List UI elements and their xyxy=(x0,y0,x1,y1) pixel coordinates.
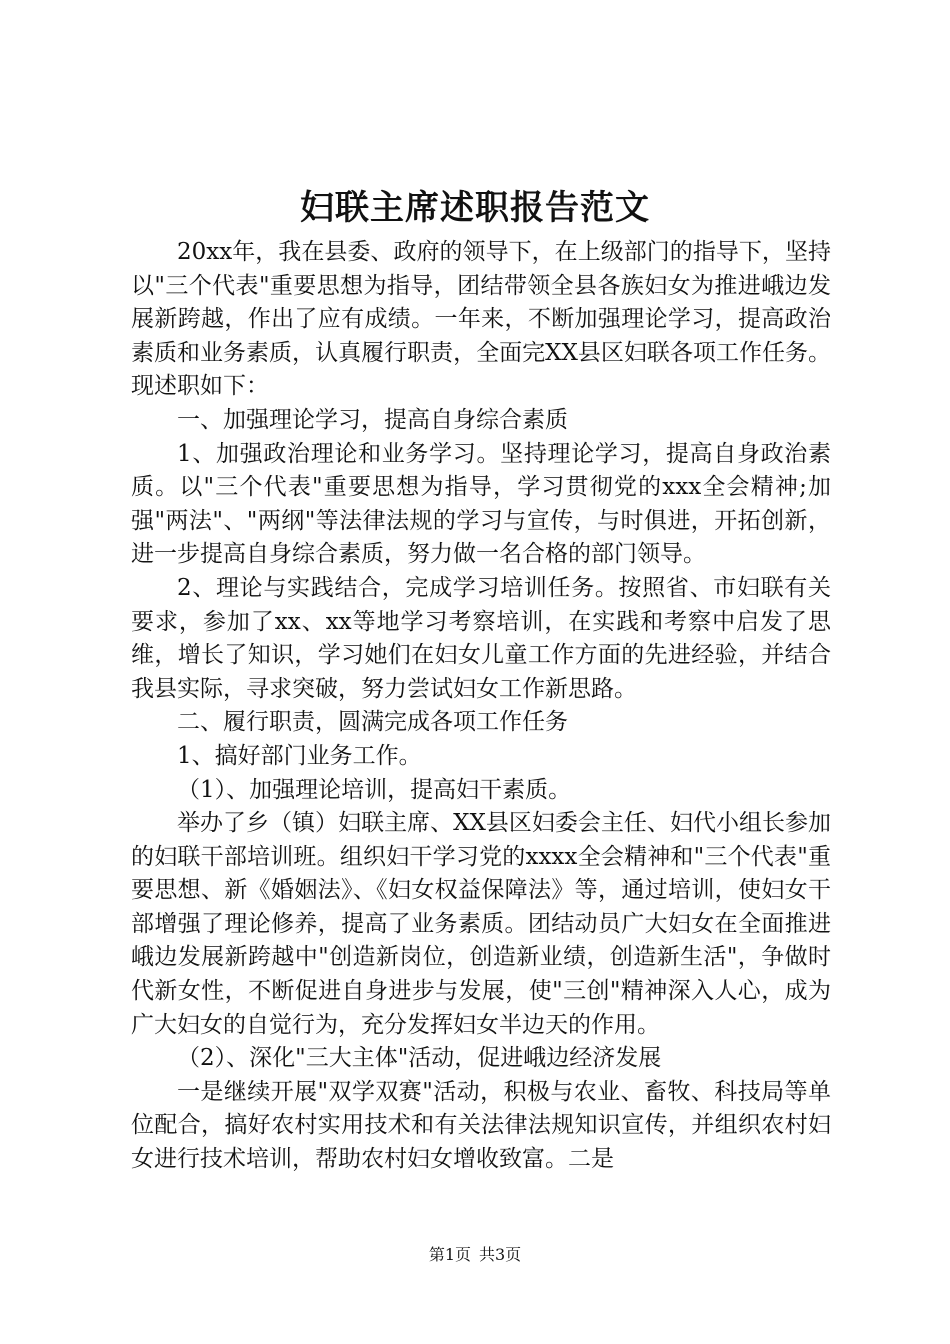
paragraph-1-1: 1、加强政治理论和业务学习。坚持理论学习，提高自身政治素质。以"三个代表"重要思想为指导，学习贯彻党的xxx全会精神;加强"两法"、"两纲"等法律法规的学习与宣传，与时俱进，开拓创新，进一步提高自身综合素质，努力做一名合格的部门领导。 xyxy=(131,440,831,568)
document-body xyxy=(131,236,831,1177)
subsection-heading-2-1: 1、搞好部门业务工作。 xyxy=(177,742,422,769)
document-title: 妇联主席述职报告范文 xyxy=(300,188,650,228)
section-heading-1: 一、加强理论学习，提高自身综合素质 xyxy=(177,406,568,433)
page-footer xyxy=(0,1244,950,1266)
paragraph-2-1-2: 一是继续开展"双学双赛"活动，积极与农业、畜牧、科技局等单位配合，搞好农村实用技术和有关法律法规知识宣传，并组织农村妇女进行技术培训，帮助农村妇女增收致富。二是 xyxy=(131,1078,831,1173)
item-heading-2-1-1: （1）、加强理论培训，提高妇干素质。 xyxy=(177,776,572,803)
paragraph-2-1-1: 举办了乡（镇）妇联主席、XX县区妇委会主任、妇代小组长参加的妇联干部培训班。组织妇干学习党的xxxx全会精神和"三个代表"重要思想、新《婚姻法》、《妇女权益保障法》等，通过培训，使妇女干部增强了理论修养，提高了业务素质。团结动员广大妇女在全面推进峨边发展新跨越中"创造新岗位，创造新业绩，创造新生活"，争做时代新女性，不断促进自身进步与发展，使"三创"精神深入人心，成为广大妇女的自觉行为，充分发挥妇女半边天的作用。 xyxy=(131,810,831,1038)
paragraph-intro: 20xx年，我在县委、政府的领导下，在上级部门的指导下，坚持以"三个代表"重要思想为指导，团结带领全县各族妇女为推进峨边发展新跨越，作出了应有成绩。一年来，不断加强理论学习，提高政治素质和业务素质，认真履行职责，全面完XX县区妇联各项工作任务。现述职如下： xyxy=(131,239,831,400)
page-total: 共3页 xyxy=(479,1245,522,1264)
item-heading-2-1-2: （2）、深化"三大主体"活动，促进峨边经济发展 xyxy=(177,1045,662,1072)
page-number: 第1页 xyxy=(428,1245,471,1264)
section-heading-2: 二、履行职责，圆满完成各项工作任务 xyxy=(177,709,568,736)
paragraph-1-2: 2、理论与实践结合，完成学习培训任务。按照省、市妇联有关要求，参加了xx、xx等地学习考察培训，在实践和考察中启发了思维，增长了知识，学习她们在妇女儿童工作方面的先进经验，并结合我县实际，寻求突破，努力尝试妇女工作新思路。 xyxy=(131,574,831,702)
